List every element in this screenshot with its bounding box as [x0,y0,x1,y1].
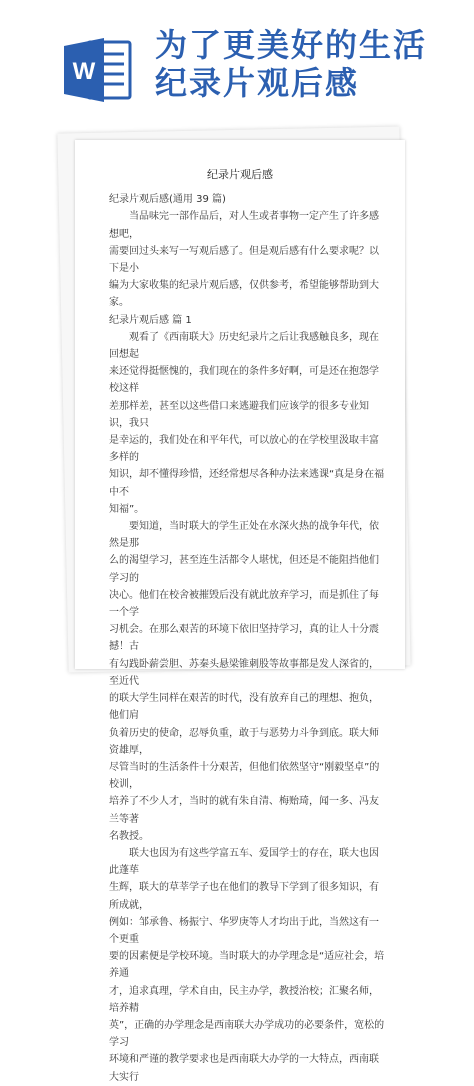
banner-title-line1: 为了更美好的生活 [155,26,428,64]
intro-paragraph: 当品味完一部作品后，对人生或者事物一定产生了许多感想吧， 需要回过头来写一写观后感了。但是观后感有什么要求呢？以下是小 编为大家收集的纪录片观后感，仅供参考，希望能够帮助到大家。 [109,211,379,309]
body-paragraph: 联大也因为有这些学富五车、爱国学士的存在，联大也因此蓬荜 生辉，联大的草莘学子也在他们的教导下学到了很多知识，有所成就， 例如：邹承鲁、杨振宁、华罗庚等人才均出于此，当然这有一个更重 要的因素便是学校环境。当时联大的办学理念是“适应社会，培养通 才，追求真理，学术自由，民主办学，教授治校；汇聚名师，培养精 英”，正确的办学理念是西南联大办学成功的必要条件，宽松的学习 环境和严谨的教学要求也是西南联大办学的一大特点，西南联大实行 [109,847,385,1083]
banner-title-line2: 纪录片观后感 [155,64,360,102]
body-paragraph: 观看了《西南联大》历史纪录片之后让我感触良多，现在回想起 来还觉得挺惬愧的，我们现在的条件多好啊，可是还在抱怨学校这样 差那样差，甚至以这些借口来逃避我们应该学的很多专业知识，我只 是幸运的，我们处在和平年代，可以放心的在学校里汲取丰富多样的 知识，却不懂得珍惜，还经常想尽各种办法来逃课“真是身在福中不 知福”。 [109,331,385,515]
document-heading: 纪录片观后感 [207,168,273,181]
document-page [75,140,405,1083]
section-title: 纪录片观后感 篇 1 [109,314,192,326]
word-icon [62,34,134,106]
body-paragraph: 要知道，当时联大的学生正处在水深火热的战争年代，依然是那 么的渴望学习，甚至连生活都令人堪忧，但还是不能阻挡他们学习的 决心。他们在校舍被摧毁后没有就此放弃学习，而是抓住了每一个学 习机会。在那么艰苦的环境下依旧坚持学习，真的让人十分震撼！古 有勾践卧薪尝胆、苏秦头悬梁锥刺股等故事都是发人深省的，至近代 的联大学生同样在艰苦的时代，没有放弃自己的理想、抱负，他们肩 负着历史的使命，忍辱负重，敢于与恶势力斗争到底。联大师资雄厚， 尽管当时的生活条件十分艰苦，但他们依然坚守“刚毅坚卓”的校训， 培养了不少人才，当时的就有朱自清、梅贻琦，闻一多、冯友兰等著 名教授。 [109,521,380,842]
word-icon-letter: W [72,58,96,85]
header-banner [0,0,474,130]
intro-title: 纪录片观后感(通用 39 篇) [109,194,226,206]
